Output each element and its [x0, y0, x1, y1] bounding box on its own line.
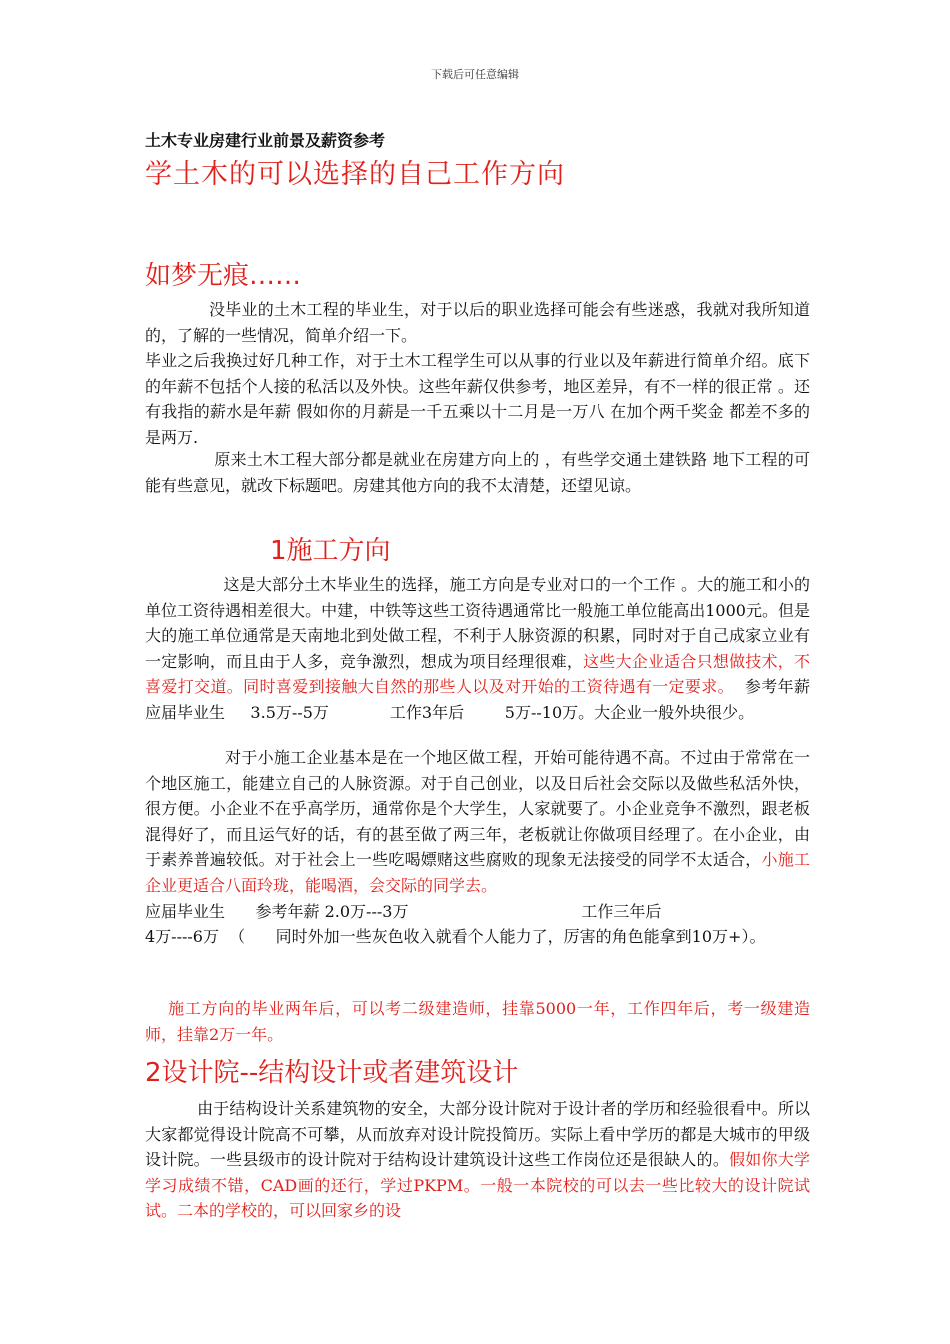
section-1-paragraph-2	[145, 745, 810, 950]
section-1-heading: 1施工方向	[270, 536, 391, 566]
section-1-p1-text: 这是大部分土木毕业生的选择，施工方向是专业对口的一个工作 。大的施工和小的单位工资待遇相差很大。中建，中铁等这些工资待遇通常比一般施工单位能高出1000元。但是大的施工单位通常是天南地北到处做工程，不利于人脉资源的积累，同时对于自己成家立业有一定影响，而且由于人多，竞争激烈，想成为项目经理很难，	[145, 575, 810, 671]
header-note: 下载后可任意编辑	[431, 68, 519, 81]
section-2-p1-text: 由于结构设计关系建筑物的安全，大部分设计院对于设计者的学历和经验很看中。所以大家都觉得设计院高不可攀，从而放弃对设计院投简历。实际上看中学历的都是大城市的甲级设计院。一些县级市的设计院对于结构设计建筑设计这些工作岗位还是很缺人的。	[145, 1099, 810, 1170]
section-1-paragraph-4: 施工方向的毕业两年后，可以考二级建造师，挂靠5000一年，工作四年后，考一级建造师，挂靠2万一年。	[145, 999, 810, 1044]
section-2-p1-highlight: 假如你大学学习成绩不错，CAD画的还行，学过PKPM。一般一本院校的可以去一些比较大的设计院试试。二本的学校的，可以回家乡的设	[145, 1150, 810, 1221]
section-1-p3-salary: 应届毕业生 参考年薪 2.0万---3万 工作三年后 4万----6万 （ 同时外加一些灰色收入就看个人能力了，厉害的角色能拿到10万+）。	[145, 901, 766, 947]
section-2-paragraph-1	[145, 1096, 810, 1224]
section-2-heading: 2设计院--结构设计或者建筑设计	[145, 1058, 519, 1088]
section-1-p2-highlight: 小施工企业更适合八面玲珑，能喝酒，会交际的同学去。	[145, 850, 810, 895]
main-heading: 学土木的可以选择的自己工作方向	[145, 159, 565, 190]
document-title: 土木专业房建行业前景及薪资参考	[145, 131, 386, 150]
author-heading: 如梦无痕……	[145, 261, 302, 291]
section-1-p1-highlight: 这些大企业适合只想做技术，不喜爱打交道。同时喜爱到接触大自然的那些人以及对开始的工资待遇有一定要求。	[145, 651, 810, 697]
section-1-p1-salary: 参考年薪应届毕业生 3.5万--5万 工作3年后 5万--10万。大企业一般外块很少。	[145, 677, 810, 722]
section-1-paragraph-1	[145, 572, 810, 726]
intro-paragraph-2: 原来土木工程大部分都是就业在房建方向上的 ，有些学交通土建铁路 地下工程的可能有些意见，就改下标题吧。房建其他方向的我不太清楚，还望见谅。	[145, 450, 810, 495]
intro-paragraph-1: 没毕业的土木工程的毕业生，对于以后的职业选择可能会有些迷惑，我就对我所知道的，了解的一些情况，简单介绍一下。 毕业之后我换过好几种工作，对于土木工程学生可以从事的行业以及年薪进行简单介绍。底下的年薪不包括个人接的私活以及外快。这些年薪仅供参考，地区差异，有不一样的很正常 。还有我指的薪水是年薪 假如你的月薪是一千五乘以十二月是一万八 在加个两千奖金 都差不多的是两万.	[145, 300, 810, 447]
section-1-p2-text: 对于小施工企业基本是在一个地区做工程，开始可能待遇不高。不过由于常常在一个地区施工，能建立自己的人脉资源。对于自己创业，以及日后社会交际以及做些私活外快，很方便。小企业不在乎高学历，通常你是个大学生，人家就要了。小企业竞争不激烈，跟老板混得好了，而且运气好的话，有的甚至做了两三年，老板就让你做项目经理了。在小企业，由于素养普遍较低。对于社会上一些吃喝嫖赌这些腐败的现象无法接受的同学不太适合，	[145, 748, 810, 870]
